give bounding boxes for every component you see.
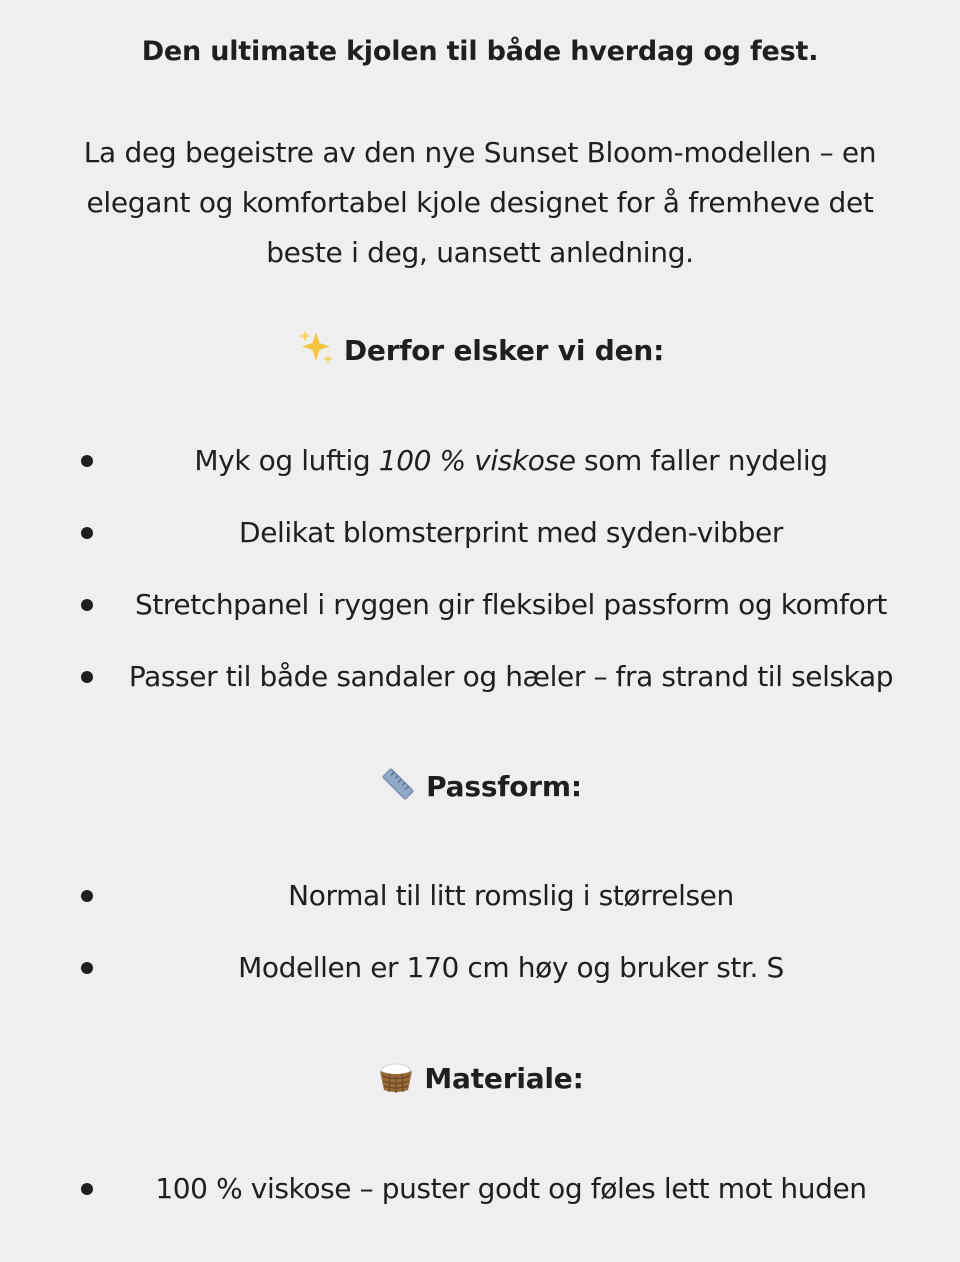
bullet-icon bbox=[81, 962, 93, 974]
laundry-basket-icon bbox=[376, 1056, 416, 1096]
list-item bbox=[0, 932, 960, 1004]
intro-paragraph: La deg begeistre av den nye Sunset Bloom-modellen – en elegant og komfortabel kjole designet for å fremheve det beste i deg, uansett anledning. bbox=[83, 136, 877, 269]
list-item-text: 100 % viskose – puster godt og føles lett mot huden bbox=[155, 1172, 867, 1205]
bullet-icon bbox=[81, 1183, 93, 1195]
bullet-icon bbox=[81, 527, 93, 539]
headline: Den ultimate kjolen til både hverdag og fest. bbox=[141, 36, 819, 67]
list-item-text: Passer til både sandaler og hæler – fra strand til selskap bbox=[128, 660, 894, 693]
list-item bbox=[0, 860, 960, 932]
list-item-text: Stretchpanel i ryggen gir fleksibel passform og komfort bbox=[134, 588, 888, 621]
list-item bbox=[0, 569, 960, 641]
bullet-icon bbox=[81, 455, 93, 467]
list-item bbox=[0, 1153, 960, 1225]
section-heading-text: Passform: bbox=[426, 770, 582, 803]
section-heading-features bbox=[0, 328, 960, 373]
section-heading-material bbox=[0, 1056, 960, 1101]
emphasis-text: 100 % viskose bbox=[378, 444, 576, 477]
list-item bbox=[0, 425, 960, 497]
list-item-text: Myk og luftig 100 % viskose som faller nydelig bbox=[194, 444, 828, 477]
fit-list bbox=[0, 860, 960, 1004]
section-heading-fit bbox=[0, 764, 960, 809]
ruler-icon bbox=[378, 764, 418, 804]
bullet-icon bbox=[81, 671, 93, 683]
list-item bbox=[0, 497, 960, 569]
list-item-text: Normal til litt romslig i størrelsen bbox=[288, 879, 734, 912]
bullet-icon bbox=[81, 599, 93, 611]
sparkles-icon bbox=[296, 328, 336, 368]
list-item-text: Modellen er 170 cm høy og bruker str. S bbox=[238, 951, 784, 984]
section-heading-text: Materiale: bbox=[424, 1062, 584, 1095]
feature-list bbox=[0, 425, 960, 713]
bullet-icon bbox=[81, 890, 93, 902]
material-list bbox=[0, 1153, 960, 1225]
list-item-text: Delikat blomsterprint med syden-vibber bbox=[239, 516, 783, 549]
list-item bbox=[0, 641, 960, 713]
section-heading-text: Derfor elsker vi den: bbox=[343, 334, 665, 367]
